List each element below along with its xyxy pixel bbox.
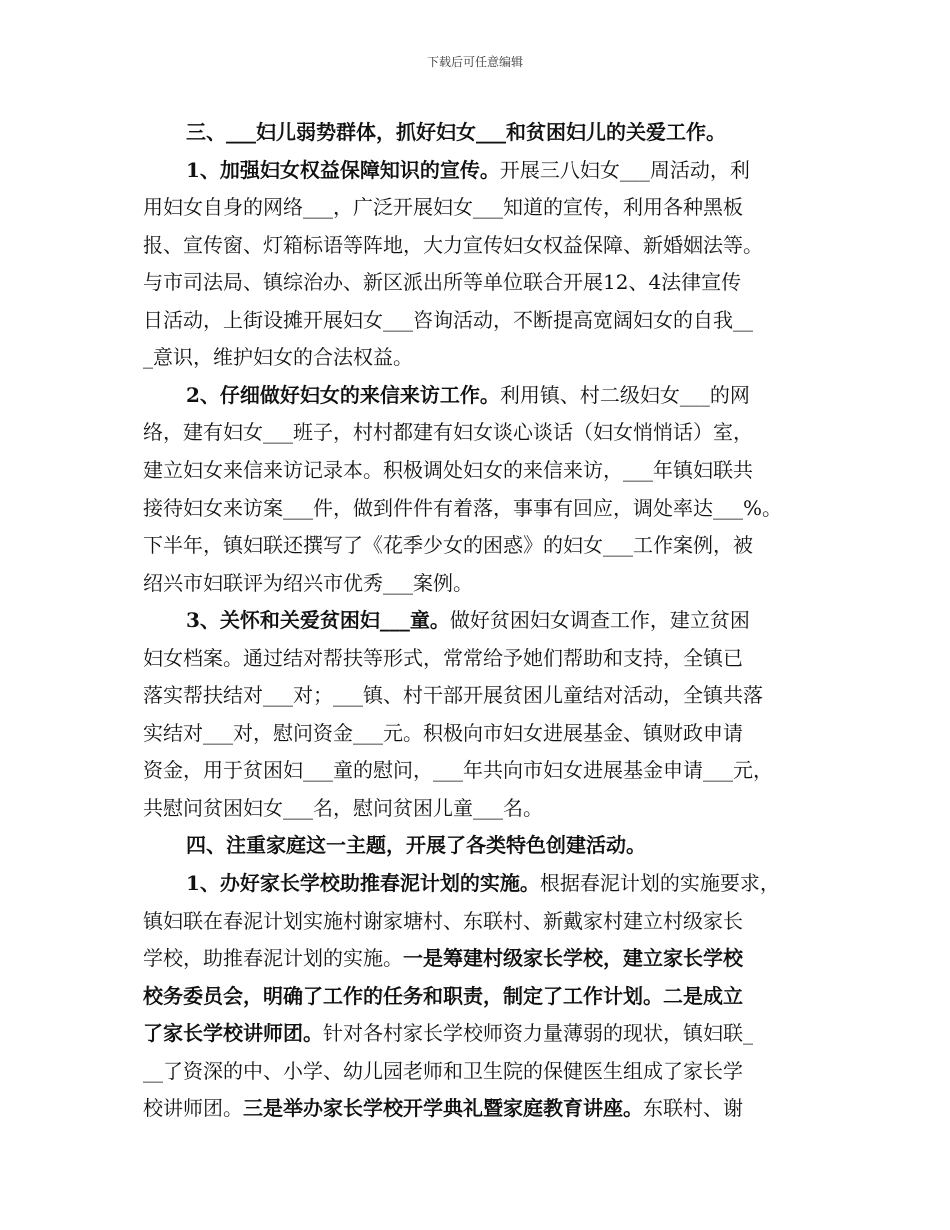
bold-text-span: 1、加强妇女权益保障知识的宣传。: [186, 157, 500, 182]
text-span: 做好贫困妇女调查工作，建立贫困: [449, 608, 750, 633]
text-span: 绍兴市妇联评为绍兴市优秀___案例。: [143, 570, 473, 595]
text-span: 校讲师团。: [143, 1096, 243, 1121]
text-line: [143, 1053, 743, 1090]
text-span: 镇妇联在春泥计划实施村谢家塘村、东联村、新戴家村建立村级家长: [143, 908, 743, 933]
text-line: [143, 903, 743, 940]
text-line: [186, 152, 750, 189]
text-span: _意识，维护妇女的合法权益。: [143, 345, 413, 370]
text-line: [186, 602, 750, 639]
text-span: 实结对___对，慰问资金___元。积极向市妇女进展基金、镇财政申请: [143, 720, 743, 745]
text-line: [143, 189, 743, 226]
text-span: 落实帮扶结对___对；___镇、村干部开展贫困儿童结对活动，全镇共落: [143, 683, 763, 708]
text-line: [143, 640, 743, 677]
text-line: [143, 752, 773, 789]
text-line: [143, 227, 763, 264]
text-span: 资金，用于贫困妇___童的慰问，___年共向市妇女进展基金申请___元，: [143, 758, 773, 783]
bold-text-span: 2、仔细做好妇女的来信来访工作。: [186, 382, 500, 407]
text-span: 与市司法局、镇综治办、新区派出所等单位联合开展12、4法律宣传: [143, 270, 742, 295]
text-line: [143, 790, 543, 827]
bold-text-span: 四、注重家庭这一主题，开展了各类特色创建活动。: [186, 833, 646, 858]
text-line: [143, 527, 753, 564]
text-line: [186, 827, 646, 864]
text-line: [143, 414, 753, 451]
text-line: [143, 339, 413, 376]
text-line: [143, 1090, 743, 1127]
text-line: [143, 264, 741, 301]
text-span: 针对各村家长学校师资力量薄弱的现状，镇妇联_: [323, 1021, 753, 1046]
text-span: 日活动，上街设摊开展妇女___咨询活动，不断提高宽阔妇女的自我__: [143, 307, 753, 332]
text-line: [143, 490, 782, 527]
bold-text-span: 三、___妇儿弱势群体，抓好妇女___和贫困妇儿的关爱工作。: [186, 120, 726, 144]
text-line: [186, 865, 780, 902]
text-line: [143, 940, 743, 977]
text-span: 东联村、谢: [643, 1096, 743, 1121]
text-line: [143, 677, 763, 714]
bold-text-span: 了家长学校讲师团。: [143, 1021, 323, 1046]
text-span: 下半年，镇妇联还撰写了《花季少女的困惑》的妇女___工作案例，被: [143, 533, 753, 558]
text-line: [143, 565, 473, 602]
text-span: 络，建有妇女___班子，村村都建有妇女谈心谈话（妇女悄悄话）室，: [143, 420, 753, 445]
text-line: [143, 978, 743, 1015]
bold-text-span: 校务委员会，明确了工作的任务和职责，制定了工作计划。二是成立: [143, 983, 743, 1008]
text-line: [143, 302, 753, 339]
bold-text-span: 三是举办家长学校开学典礼暨家庭教育讲座。: [243, 1096, 643, 1121]
text-line: [186, 114, 726, 151]
text-span: 开展三八妇女___周活动，利: [499, 157, 750, 182]
text-span: __了资深的中、小学、幼儿园老师和卫生院的保健医生组成了家长学: [143, 1058, 743, 1083]
text-span: 建立妇女来信来访记录本。积极调处妇女的来信来访，___年镇妇联共: [143, 457, 753, 482]
text-span: 用妇女自身的网络___，广泛开展妇女___知道的宣传，利用各种黑板: [143, 195, 743, 220]
text-span: 共慰问贫困妇女___名，慰问贫困儿童___名。: [143, 795, 543, 820]
bold-text-span: 1、办好家长学校助推春泥计划的实施。: [186, 871, 540, 895]
text-span: 妇女档案。通过结对帮扶等形式，常常给予她们帮助和支持，全镇已: [143, 645, 743, 670]
page-header: 下载后可任意编辑: [426, 55, 523, 69]
text-line: [143, 715, 743, 752]
text-line: [143, 1015, 753, 1052]
text-span: 根据春泥计划的实施要求，: [539, 871, 780, 895]
text-span: 报、宣传窗、灯箱标语等阵地，大力宣传妇女权益保障、新婚姻法等。: [143, 232, 763, 257]
text-span: 利用镇、村二级妇女___的网: [499, 382, 750, 407]
bold-text-span: 3、关怀和关爱贫困妇___童。: [186, 608, 450, 633]
text-span: 接待妇女来访案___件，做到件件有着落，事事有回应，调处率达___%。: [143, 495, 783, 520]
text-line: [186, 377, 750, 414]
bold-text-span: 一是筹建村级家长学校，建立家长学校: [403, 946, 743, 971]
text-line: [143, 452, 753, 489]
text-span: 学校，助推春泥计划的实施。: [143, 946, 403, 971]
